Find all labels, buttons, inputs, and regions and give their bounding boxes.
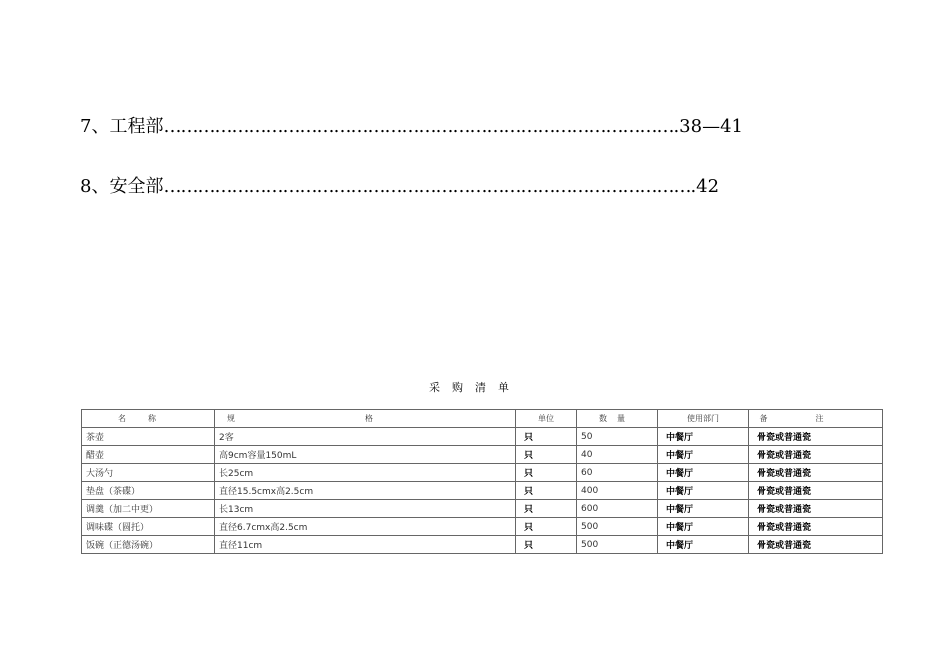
cell-spec: 直径15.5cmx高2.5cm — [215, 482, 516, 500]
cell-unit: 只 — [516, 446, 577, 464]
toc-label: 8、安全部 — [80, 176, 164, 197]
toc-leader-dots: ………………………………………………………………………………… — [163, 176, 691, 197]
purchase-table — [81, 409, 883, 554]
cell-unit: 只 — [516, 464, 577, 482]
cell-spec: 直径6.7cmx高2.5cm — [215, 518, 516, 536]
cell-spec: 2客 — [215, 428, 516, 446]
table-row — [82, 536, 883, 554]
cell-quantity: 60 — [577, 464, 658, 482]
cell-unit: 只 — [516, 428, 577, 446]
cell-department: 中餐厅 — [658, 464, 749, 482]
cell-name: 大汤勺 — [82, 464, 215, 482]
cell-remarks: 骨瓷或普通瓷 — [749, 500, 883, 518]
cell-department: 中餐厅 — [658, 518, 749, 536]
table-row — [82, 428, 883, 446]
cell-remarks: 骨瓷或普通瓷 — [749, 446, 883, 464]
column-header-spec: 规格 — [215, 410, 516, 428]
cell-quantity: 50 — [577, 428, 658, 446]
table-header-row — [82, 410, 883, 428]
cell-unit: 只 — [516, 500, 577, 518]
column-header-quantity: 数量 — [577, 410, 658, 428]
cell-quantity: 400 — [577, 482, 658, 500]
table-row — [82, 518, 883, 536]
column-header-unit: 单位 — [516, 410, 577, 428]
cell-department: 中餐厅 — [658, 500, 749, 518]
column-header-remarks: 备注 — [749, 410, 883, 428]
table-row — [82, 464, 883, 482]
cell-name: 垫盘（茶碟） — [82, 482, 215, 500]
toc-page-range: .42 — [690, 176, 720, 197]
cell-department: 中餐厅 — [658, 536, 749, 554]
table-row — [82, 482, 883, 500]
cell-name: 茶壶 — [82, 428, 215, 446]
cell-spec: 高9cm容量150mL — [215, 446, 516, 464]
cell-quantity: 500 — [577, 518, 658, 536]
cell-department: 中餐厅 — [658, 428, 749, 446]
cell-spec: 长25cm — [215, 464, 516, 482]
toc-leader-dots: ……………………………………………………………………………… — [163, 116, 674, 137]
cell-department: 中餐厅 — [658, 446, 749, 464]
cell-department: 中餐厅 — [658, 482, 749, 500]
cell-spec: 长13cm — [215, 500, 516, 518]
cell-name: 饭碗（正德汤碗） — [82, 536, 215, 554]
cell-remarks: 骨瓷或普通瓷 — [749, 536, 883, 554]
cell-name: 醋壶 — [82, 446, 215, 464]
toc-entry-engineering[interactable] — [80, 116, 743, 138]
column-header-name: 名称 — [82, 410, 215, 428]
cell-quantity: 40 — [577, 446, 658, 464]
cell-spec: 直径11cm — [215, 536, 516, 554]
cell-unit: 只 — [516, 536, 577, 554]
toc-entry-security[interactable] — [80, 176, 719, 198]
column-header-department: 使用部门 — [658, 410, 749, 428]
table-row — [82, 446, 883, 464]
cell-quantity: 600 — [577, 500, 658, 518]
cell-remarks: 骨瓷或普通瓷 — [749, 482, 883, 500]
toc-page-range: .38—41 — [673, 116, 743, 137]
toc-label: 7、工程部 — [80, 116, 164, 137]
cell-remarks: 骨瓷或普通瓷 — [749, 428, 883, 446]
cell-name: 调羹（加二中更） — [82, 500, 215, 518]
table-row — [82, 500, 883, 518]
cell-name: 调味碟（圆托） — [82, 518, 215, 536]
cell-remarks: 骨瓷或普通瓷 — [749, 518, 883, 536]
cell-unit: 只 — [516, 518, 577, 536]
cell-quantity: 500 — [577, 536, 658, 554]
purchase-list-title: 采购清单 — [429, 381, 521, 394]
cell-unit: 只 — [516, 482, 577, 500]
cell-remarks: 骨瓷或普通瓷 — [749, 464, 883, 482]
